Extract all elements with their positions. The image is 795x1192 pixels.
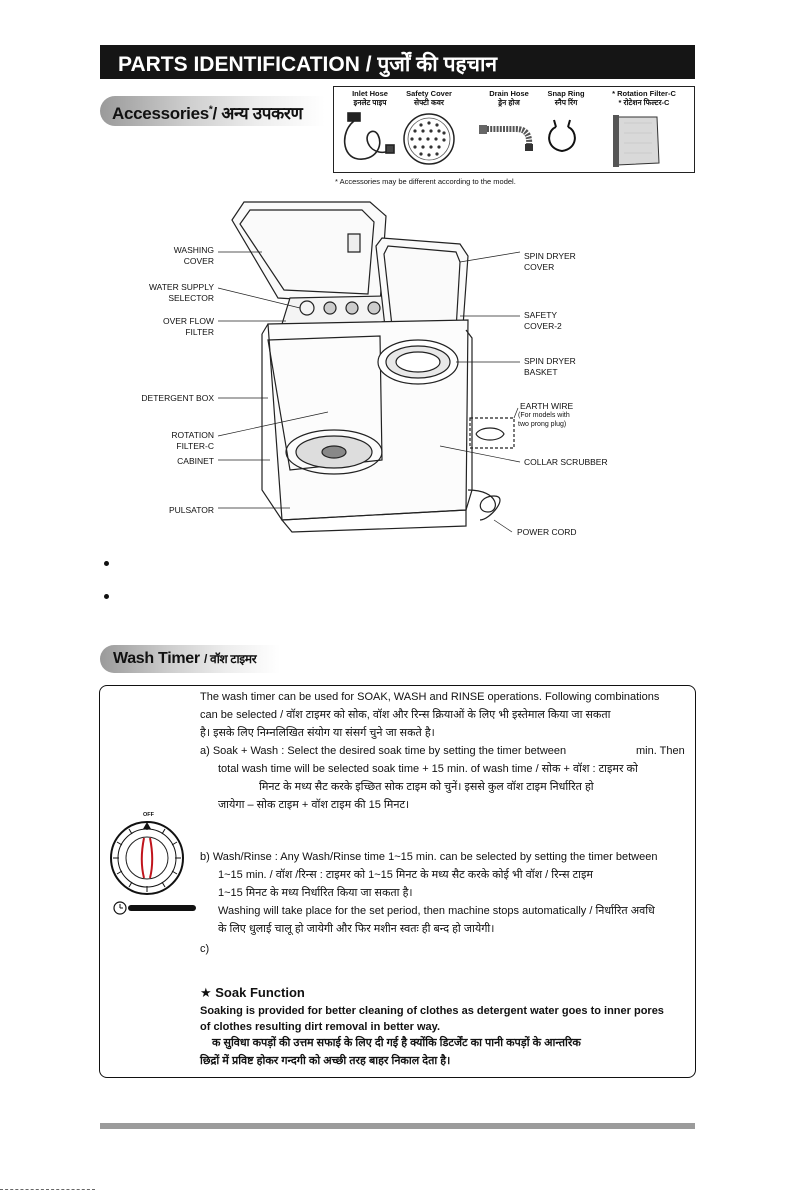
soak-wash-line-4: जायेगा – सोक टाइम + वॉश टाइम की 15 मिनट।	[218, 799, 410, 811]
soak-function-line-3: क सुविधा कपड़ों की उत्तम सफाई के लिए दी गई है क्योंकि डिटर्जेंट का पानी कपड़ों के आन्तरिक	[212, 1037, 581, 1049]
bullet-point	[104, 594, 109, 599]
label-power-cord: POWER CORD	[517, 527, 577, 537]
accessory-label-hi: इनलेट पाइप	[353, 98, 387, 107]
accessories-heading-star: *	[208, 104, 213, 116]
accessory-label-en: Inlet Hose	[352, 89, 388, 98]
inlet-hose-icon	[345, 113, 394, 159]
soak-function-line-4: छिद्रों में प्रविष्ट होकर गन्दगी को अच्छी तरह बाहर निकाल देता है।	[200, 1055, 451, 1067]
soak-function-line-2: of clothes resulting dirt removal in better way.	[200, 1021, 441, 1033]
wash-rinse-line-5: के लिए धुलाई चालू हो जायेगी और फिर मशीन स्वतः ही बन्द हो जायेगी।	[218, 923, 495, 935]
accessory-label-en: Safety Cover	[406, 89, 452, 98]
wash-timer-heading-hi: / वॉश टाइमर	[203, 652, 257, 666]
wash-rinse-line-4: Washing will take place for the set period, then machine stops automatically / निर्धारित अवधि	[218, 905, 655, 917]
accessories-heading-en: Accessories	[112, 104, 209, 123]
wash-rinse-line-3: 1~15 मिनट के मध्य निर्धारित किया जा सकता है।	[218, 887, 413, 899]
option-c: c)	[200, 943, 210, 955]
accessory-label-hi: सेफ्टी कवर	[414, 98, 444, 107]
page-title: PARTS IDENTIFICATION / पुर्जों की पहचान	[118, 53, 498, 76]
accessory-label-en: Drain Hose	[489, 89, 529, 98]
timer-dial-icon	[108, 818, 198, 918]
accessories-box	[333, 86, 695, 173]
footer-bar	[100, 1123, 695, 1129]
soak-function-line-1: Soaking is provided for better cleaning of clothes as detergent water goes to inner pores	[200, 1005, 664, 1017]
soak-function-title: ★ Soak Function	[200, 985, 305, 1000]
wash-rinse-line-2: 1~15 min. / वॉश /रिन्स : टाइमर को 1~15 मिनट के मध्य सैट करके कोई भी वॉश / रिन्स टाइम	[218, 869, 593, 881]
accessory-label-en: * Rotation Filter-C	[612, 89, 676, 98]
label-washing-cover: WASHING COVER	[173, 245, 214, 266]
soak-wash-line-1: a) Soak + Wash : Select the desired soak time by setting the timer between	[200, 745, 567, 757]
accessory-label-hi: ड्रेन होज	[498, 98, 520, 107]
accessories-heading-hi: / अन्य उपकरण	[212, 104, 303, 123]
label-spin-dryer-basket: SPIN DRYER BASKET	[524, 356, 576, 377]
wash-timer-intro-line-3: है। इसके लिए निम्नलिखित संयोग या संसर्ग चुने जा सकते है।	[200, 727, 435, 739]
dial-off-label: OFF	[143, 812, 154, 818]
safety-cover-icon	[404, 114, 454, 164]
label-earth-wire-note: (For models with two prong plug)	[518, 412, 570, 428]
accessories-heading	[112, 101, 303, 124]
label-cabinet: CABINET	[177, 456, 214, 466]
washing-machine-illustration	[0, 190, 795, 550]
label-detergent-box: DETERGENT BOX	[141, 393, 214, 403]
label-earth-wire: EARTH WIRE	[520, 401, 574, 411]
label-rotation-filter: ROTATION FILTER-C	[171, 430, 214, 451]
label-pulsator: PULSATOR	[168, 505, 214, 515]
accessory-label-hi: स्नैप रिंग	[554, 98, 578, 107]
wash-timer-heading	[113, 650, 256, 668]
bullet-point	[104, 561, 109, 566]
label-spin-dryer-cover: SPIN DRYER COVER	[524, 251, 576, 272]
accessory-label-hi: * रोटेशन फिल्टर-C	[618, 98, 670, 107]
snap-ring-icon	[549, 120, 575, 151]
accessory-illustrations	[334, 87, 696, 174]
rotation-filter-icon	[613, 115, 659, 167]
accessories-note: * Accessories may be different according to the model.	[335, 177, 516, 186]
soak-wash-line-1-end: min. Then	[636, 745, 685, 757]
label-safety-cover-2: SAFETY COVER-2	[524, 310, 562, 331]
wash-timer-heading-en: Wash Timer	[113, 650, 200, 667]
label-collar-scrubber: COLLAR SCRUBBER	[524, 457, 608, 467]
drain-hose-icon	[479, 125, 533, 151]
label-over-flow-filter: OVER FLOW FILTER	[162, 316, 214, 337]
wash-rinse-line-1: b) Wash/Rinse : Any Wash/Rinse time 1~15 min. can be selected by setting the timer between	[200, 851, 658, 863]
wash-timer-intro-line-1: The wash timer can be used for SOAK, WASH and RINSE operations. Following combinations	[200, 691, 660, 703]
accessory-label-en: Snap Ring	[547, 89, 585, 98]
soak-wash-line-2: total wash time will be selected soak time + 15 min. of wash time / सोक + वॉश : टाइमर को	[218, 763, 638, 775]
page-corner-line	[0, 1189, 95, 1191]
wash-timer-intro-line-2: can be selected / वॉश टाइमर को सोक, वॉश और रिन्स क्रियाओं के लिए भी इस्तेमाल किया जा सकता	[200, 709, 611, 721]
label-water-supply-selector: WATER SUPPLY SELECTOR	[148, 282, 214, 303]
soak-wash-line-3: मिनट के मध्य सैट करके इच्छित सोक टाइम को चुनें। इससे कुल वॉश टाइम निर्धारित हो	[259, 781, 594, 793]
